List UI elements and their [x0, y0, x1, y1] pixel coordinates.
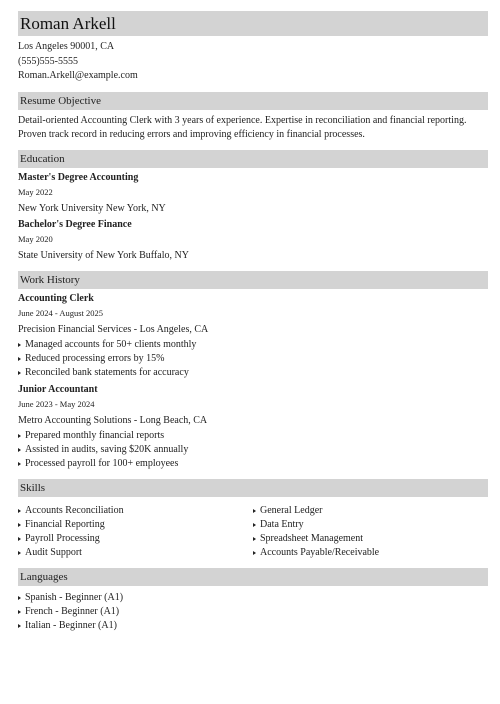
list-item: Managed accounts for 50+ clients monthly	[18, 338, 488, 352]
bullet-icon	[18, 357, 21, 361]
list-item: French - Beginner (A1)	[18, 605, 488, 619]
list-item: Payroll Processing	[18, 532, 253, 546]
bullet-icon	[18, 596, 21, 600]
job-bullets	[18, 429, 488, 471]
list-item: Financial Reporting	[18, 518, 253, 532]
list-item: Spanish - Beginner (A1)	[18, 591, 488, 605]
phone: (555)555-5555	[18, 55, 78, 67]
languages-list	[18, 591, 488, 633]
graduation-date: May 2020	[18, 233, 53, 244]
degree: Bachelor's Degree Finance	[18, 218, 132, 230]
bullet-icon	[18, 343, 21, 347]
list-item: General Ledger	[253, 504, 488, 518]
bullet-icon	[18, 509, 21, 513]
section-title: Work History	[20, 273, 80, 286]
objective-section-header	[18, 92, 488, 110]
list-item: Audit Support	[18, 546, 253, 560]
education-section-header	[18, 150, 488, 168]
candidate-name: Roman Arkell	[20, 14, 116, 33]
education-entry	[18, 218, 488, 262]
skills-column-left	[18, 504, 253, 560]
address: Los Angeles 90001, CA	[18, 41, 115, 52]
school: State University of New York Buffalo, NY	[18, 249, 189, 261]
bullet-icon	[253, 509, 256, 513]
bullet-icon	[253, 551, 256, 555]
education-entry	[18, 171, 488, 215]
job-dates: June 2024 - August 2025	[18, 307, 103, 318]
job-dates: June 2023 - May 2024	[18, 398, 95, 409]
bullet-icon	[18, 610, 21, 614]
bullet-icon	[18, 448, 21, 452]
company: Precision Financial Services - Los Angeles, CA	[18, 323, 209, 335]
list-item: Accounts Payable/Receivable	[253, 546, 488, 560]
name-header	[18, 11, 488, 36]
job-entry	[18, 383, 488, 471]
bullet-icon	[253, 523, 256, 527]
bullet-icon	[18, 371, 21, 375]
email: Roman.Arkell@example.com	[18, 70, 138, 81]
degree: Master's Degree Accounting	[18, 171, 139, 183]
list-item: Accounts Reconciliation	[18, 504, 253, 518]
job-role: Junior Accountant	[18, 383, 98, 395]
list-item: Processed payroll for 100+ employees	[18, 457, 488, 471]
bullet-icon	[253, 537, 256, 541]
work-history-section-header	[18, 271, 488, 289]
company: Metro Accounting Solutions - Long Beach, CA	[18, 414, 208, 426]
job-entry	[18, 292, 488, 380]
bullet-icon	[18, 551, 21, 555]
skills-section-header	[18, 479, 488, 497]
languages-section-header	[18, 568, 488, 586]
job-role: Accounting Clerk	[18, 292, 94, 304]
list-item: Italian - Beginner (A1)	[18, 619, 488, 633]
section-title: Education	[20, 152, 65, 165]
skills-column-right	[253, 504, 488, 560]
school: New York University New York, NY	[18, 202, 166, 214]
job-bullets	[18, 338, 488, 380]
bullet-icon	[18, 624, 21, 628]
bullet-icon	[18, 523, 21, 527]
section-title: Languages	[20, 570, 68, 583]
section-title: Resume Objective	[20, 94, 101, 107]
section-title: Skills	[20, 481, 46, 494]
list-item: Reduced processing errors by 15%	[18, 352, 488, 366]
graduation-date: May 2022	[18, 186, 53, 197]
bullet-icon	[18, 434, 21, 438]
list-item: Prepared monthly financial reports	[18, 429, 488, 443]
bullet-icon	[18, 537, 21, 541]
list-item: Data Entry	[253, 518, 488, 532]
objective-text: Detail-oriented Accounting Clerk with 3 years of experience. Expertise in reconciliation and financial reporting. Proven track record in reducing errors and improving efficiency in financial processes.	[18, 114, 467, 140]
bullet-icon	[18, 462, 21, 466]
list-item: Reconciled bank statements for accuracy	[18, 366, 488, 380]
list-item: Assisted in audits, saving $20K annually	[18, 443, 488, 457]
list-item: Spreadsheet Management	[253, 532, 488, 546]
skills-grid	[18, 502, 488, 560]
contact-info	[18, 40, 488, 84]
